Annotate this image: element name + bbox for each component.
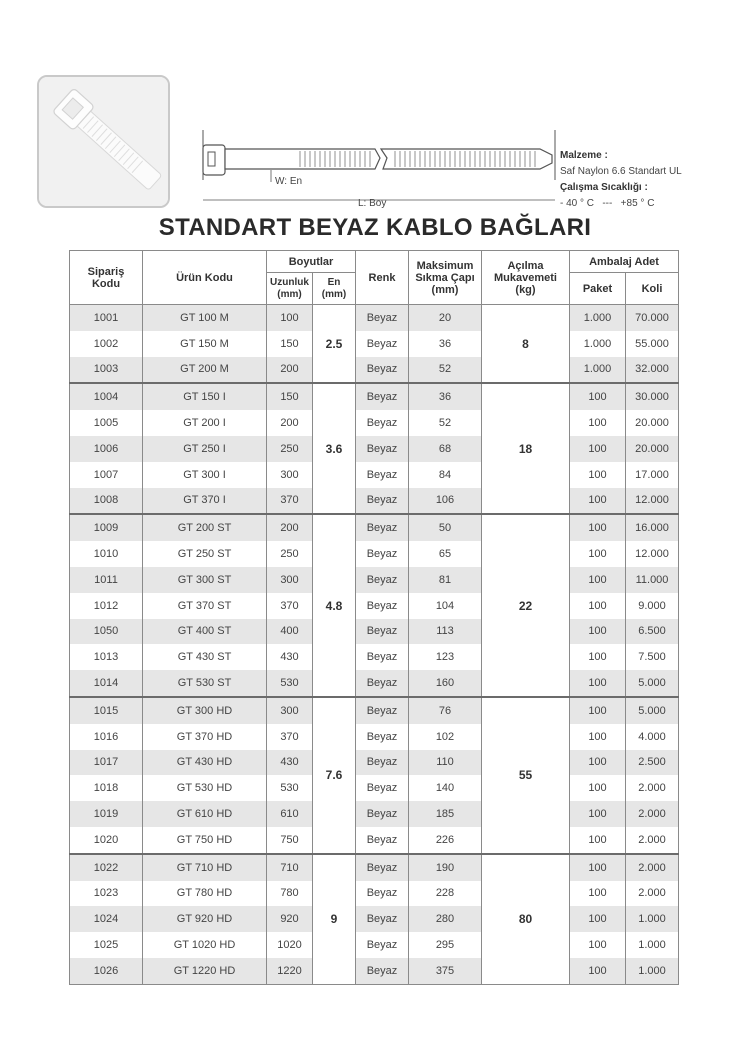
product-code-cell: GT 780 HD	[143, 881, 267, 907]
product-code-cell: GT 300 I	[143, 462, 267, 488]
product-code-cell: GT 1020 HD	[143, 932, 267, 958]
length-cell: 300	[267, 462, 313, 488]
temperature-value: - 40 ° C --- +85 ° C	[560, 198, 655, 209]
length-cell: 150	[267, 331, 313, 357]
product-code-cell: GT 300 ST	[143, 567, 267, 593]
box-cell: 20.000	[626, 410, 679, 436]
order-code-cell: 1013	[70, 644, 143, 670]
max-diameter-cell: 140	[409, 775, 482, 801]
color-cell: Beyaz	[356, 462, 409, 488]
color-cell: Beyaz	[356, 644, 409, 670]
packet-cell: 100	[570, 958, 626, 984]
product-code-cell: GT 370 I	[143, 488, 267, 515]
cable-tie-diagram	[195, 130, 560, 210]
max-diameter-cell: 113	[409, 619, 482, 645]
color-cell: Beyaz	[356, 750, 409, 776]
max-diameter-cell: 123	[409, 644, 482, 670]
max-diameter-cell: 102	[409, 724, 482, 750]
order-code-cell: 1007	[70, 462, 143, 488]
box-cell: 30.000	[626, 383, 679, 410]
product-code-cell: GT 750 HD	[143, 827, 267, 854]
box-cell: 16.000	[626, 514, 679, 541]
width-label: W: En	[275, 176, 303, 187]
product-code-cell: GT 150 M	[143, 331, 267, 357]
box-cell: 1.000	[626, 932, 679, 958]
table-row	[70, 854, 679, 881]
packet-cell: 100	[570, 750, 626, 776]
box-cell: 2.000	[626, 827, 679, 854]
header-max-diameter: Maksimum Sıkma Çapı (mm)	[409, 251, 482, 305]
packet-cell: 100	[570, 881, 626, 907]
length-cell: 750	[267, 827, 313, 854]
max-diameter-cell: 52	[409, 410, 482, 436]
order-code-cell: 1012	[70, 593, 143, 619]
order-code-cell: 1005	[70, 410, 143, 436]
length-cell: 920	[267, 906, 313, 932]
color-cell: Beyaz	[356, 567, 409, 593]
strength-cell: 18	[482, 383, 570, 514]
length-cell: 430	[267, 750, 313, 776]
max-diameter-cell: 36	[409, 383, 482, 410]
order-code-cell: 1008	[70, 488, 143, 515]
table-row	[70, 305, 679, 331]
packet-cell: 100	[570, 514, 626, 541]
order-code-cell: 1010	[70, 541, 143, 567]
header-color: Renk	[356, 251, 409, 305]
box-cell: 32.000	[626, 357, 679, 384]
packet-cell: 1.000	[570, 305, 626, 331]
max-diameter-cell: 52	[409, 357, 482, 384]
color-cell: Beyaz	[356, 801, 409, 827]
max-diameter-cell: 36	[409, 331, 482, 357]
color-cell: Beyaz	[356, 514, 409, 541]
table-row	[70, 331, 679, 357]
color-cell: Beyaz	[356, 932, 409, 958]
packet-cell: 100	[570, 593, 626, 619]
header-packaging: Ambalaj Adet	[570, 251, 679, 273]
packet-cell: 100	[570, 541, 626, 567]
order-code-cell: 1004	[70, 383, 143, 410]
width-cell: 9	[313, 854, 356, 984]
order-code-cell: 1002	[70, 331, 143, 357]
product-code-cell: GT 250 ST	[143, 541, 267, 567]
packet-cell: 100	[570, 932, 626, 958]
packet-cell: 1.000	[570, 331, 626, 357]
color-cell: Beyaz	[356, 410, 409, 436]
table-row	[70, 827, 679, 854]
max-diameter-cell: 68	[409, 436, 482, 462]
table-row	[70, 958, 679, 984]
order-code-cell: 1003	[70, 357, 143, 384]
max-diameter-cell: 20	[409, 305, 482, 331]
color-cell: Beyaz	[356, 331, 409, 357]
color-cell: Beyaz	[356, 775, 409, 801]
box-cell: 2.000	[626, 801, 679, 827]
color-cell: Beyaz	[356, 619, 409, 645]
box-cell: 1.000	[626, 958, 679, 984]
table-body	[70, 305, 679, 985]
max-diameter-cell: 280	[409, 906, 482, 932]
packet-cell: 100	[570, 410, 626, 436]
packet-cell: 100	[570, 462, 626, 488]
order-code-cell: 1025	[70, 932, 143, 958]
max-diameter-cell: 375	[409, 958, 482, 984]
width-cell: 7.6	[313, 697, 356, 854]
packet-cell: 100	[570, 488, 626, 515]
product-code-cell: GT 530 ST	[143, 670, 267, 697]
header-length: Uzunluk (mm)	[267, 273, 313, 305]
product-code-cell: GT 300 HD	[143, 697, 267, 724]
max-diameter-cell: 295	[409, 932, 482, 958]
packet-cell: 100	[570, 724, 626, 750]
packet-cell: 100	[570, 436, 626, 462]
product-code-cell: GT 370 HD	[143, 724, 267, 750]
table-row	[70, 619, 679, 645]
box-cell: 2.500	[626, 750, 679, 776]
product-photo	[37, 75, 170, 208]
max-diameter-cell: 106	[409, 488, 482, 515]
width-cell: 3.6	[313, 383, 356, 514]
color-cell: Beyaz	[356, 906, 409, 932]
length-cell: 150	[267, 383, 313, 410]
header-box: Koli	[626, 273, 679, 305]
box-cell: 12.000	[626, 541, 679, 567]
table-row	[70, 697, 679, 724]
color-cell: Beyaz	[356, 958, 409, 984]
product-code-cell: GT 200 M	[143, 357, 267, 384]
box-cell: 12.000	[626, 488, 679, 515]
length-cell: 200	[267, 357, 313, 384]
packet-cell: 100	[570, 383, 626, 410]
table-row	[70, 724, 679, 750]
max-diameter-cell: 226	[409, 827, 482, 854]
header-product-code: Ürün Kodu	[143, 251, 267, 305]
material-label: Malzeme :	[560, 150, 608, 161]
product-code-cell: GT 1220 HD	[143, 958, 267, 984]
box-cell: 70.000	[626, 305, 679, 331]
length-cell: 1220	[267, 958, 313, 984]
table-row	[70, 436, 679, 462]
order-code-cell: 1050	[70, 619, 143, 645]
length-cell: 1020	[267, 932, 313, 958]
cable-tie-photo-icon	[39, 77, 170, 208]
max-diameter-cell: 185	[409, 801, 482, 827]
product-code-cell: GT 370 ST	[143, 593, 267, 619]
product-code-cell: GT 710 HD	[143, 854, 267, 881]
header-width: En (mm)	[313, 273, 356, 305]
table-row	[70, 567, 679, 593]
table-row	[70, 357, 679, 384]
max-diameter-cell: 104	[409, 593, 482, 619]
max-diameter-cell: 110	[409, 750, 482, 776]
product-code-cell: GT 610 HD	[143, 801, 267, 827]
material-value: Saf Naylon 6.6 Standart UL	[560, 166, 682, 177]
box-cell: 55.000	[626, 331, 679, 357]
order-code-cell: 1017	[70, 750, 143, 776]
product-code-cell: GT 100 M	[143, 305, 267, 331]
header-packet: Paket	[570, 273, 626, 305]
order-code-cell: 1020	[70, 827, 143, 854]
length-cell: 610	[267, 801, 313, 827]
length-cell: 710	[267, 854, 313, 881]
box-cell: 4.000	[626, 724, 679, 750]
color-cell: Beyaz	[356, 541, 409, 567]
max-diameter-cell: 50	[409, 514, 482, 541]
color-cell: Beyaz	[356, 854, 409, 881]
length-cell: 250	[267, 436, 313, 462]
length-cell: 370	[267, 593, 313, 619]
table-row	[70, 750, 679, 776]
width-cell: 2.5	[313, 305, 356, 384]
max-diameter-cell: 228	[409, 881, 482, 907]
color-cell: Beyaz	[356, 357, 409, 384]
table-row	[70, 462, 679, 488]
length-cell: 400	[267, 619, 313, 645]
box-cell: 17.000	[626, 462, 679, 488]
table-row	[70, 670, 679, 697]
box-cell: 5.000	[626, 697, 679, 724]
length-cell: 100	[267, 305, 313, 331]
order-code-cell: 1001	[70, 305, 143, 331]
max-diameter-cell: 76	[409, 697, 482, 724]
color-cell: Beyaz	[356, 697, 409, 724]
box-cell: 9.000	[626, 593, 679, 619]
length-cell: 530	[267, 670, 313, 697]
order-code-cell: 1006	[70, 436, 143, 462]
length-cell: 200	[267, 410, 313, 436]
color-cell: Beyaz	[356, 827, 409, 854]
max-diameter-cell: 160	[409, 670, 482, 697]
length-cell: 300	[267, 567, 313, 593]
max-diameter-cell: 84	[409, 462, 482, 488]
length-cell: 250	[267, 541, 313, 567]
spec-notes	[560, 148, 682, 212]
table-row	[70, 410, 679, 436]
packet-cell: 100	[570, 697, 626, 724]
packet-cell: 100	[570, 619, 626, 645]
color-cell: Beyaz	[356, 305, 409, 331]
box-cell: 20.000	[626, 436, 679, 462]
strength-cell: 22	[482, 514, 570, 697]
packet-cell: 100	[570, 906, 626, 932]
table-row	[70, 541, 679, 567]
color-cell: Beyaz	[356, 881, 409, 907]
table-row	[70, 514, 679, 541]
order-code-cell: 1009	[70, 514, 143, 541]
color-cell: Beyaz	[356, 593, 409, 619]
box-cell: 5.000	[626, 670, 679, 697]
table-row	[70, 383, 679, 410]
box-cell: 1.000	[626, 906, 679, 932]
temperature-label: Çalışma Sıcaklığı :	[560, 182, 648, 193]
strength-cell: 80	[482, 854, 570, 984]
order-code-cell: 1022	[70, 854, 143, 881]
packet-cell: 100	[570, 801, 626, 827]
product-table	[69, 250, 679, 985]
product-code-cell: GT 150 I	[143, 383, 267, 410]
box-cell: 2.000	[626, 854, 679, 881]
table-row	[70, 593, 679, 619]
length-cell: 370	[267, 488, 313, 515]
table-row	[70, 775, 679, 801]
length-cell: 530	[267, 775, 313, 801]
max-diameter-cell: 81	[409, 567, 482, 593]
strength-cell: 8	[482, 305, 570, 384]
product-code-cell: GT 400 ST	[143, 619, 267, 645]
packet-cell: 100	[570, 567, 626, 593]
order-code-cell: 1018	[70, 775, 143, 801]
page-title: STANDART BEYAZ KABLO BAĞLARI	[158, 214, 592, 241]
table-row	[70, 932, 679, 958]
box-cell: 2.000	[626, 881, 679, 907]
table-row	[70, 644, 679, 670]
table-row	[70, 881, 679, 907]
product-code-cell: GT 250 I	[143, 436, 267, 462]
product-code-cell: GT 920 HD	[143, 906, 267, 932]
packet-cell: 100	[570, 775, 626, 801]
order-code-cell: 1023	[70, 881, 143, 907]
color-cell: Beyaz	[356, 724, 409, 750]
width-cell: 4.8	[313, 514, 356, 697]
header-dimensions: Boyutlar	[267, 251, 356, 273]
packet-cell: 1.000	[570, 357, 626, 384]
header-strength: Açılma Mukavemeti (kg)	[482, 251, 570, 305]
color-cell: Beyaz	[356, 670, 409, 697]
order-code-cell: 1015	[70, 697, 143, 724]
length-cell: 300	[267, 697, 313, 724]
product-code-cell: GT 530 HD	[143, 775, 267, 801]
color-cell: Beyaz	[356, 383, 409, 410]
product-code-cell: GT 430 ST	[143, 644, 267, 670]
max-diameter-cell: 65	[409, 541, 482, 567]
length-label: L: Boy	[358, 198, 387, 209]
strength-cell: 55	[482, 697, 570, 854]
packet-cell: 100	[570, 827, 626, 854]
color-cell: Beyaz	[356, 488, 409, 515]
length-cell: 200	[267, 514, 313, 541]
box-cell: 6.500	[626, 619, 679, 645]
product-code-cell: GT 200 I	[143, 410, 267, 436]
length-cell: 430	[267, 644, 313, 670]
box-cell: 11.000	[626, 567, 679, 593]
product-code-cell: GT 430 HD	[143, 750, 267, 776]
order-code-cell: 1011	[70, 567, 143, 593]
packet-cell: 100	[570, 644, 626, 670]
order-code-cell: 1026	[70, 958, 143, 984]
table-row	[70, 801, 679, 827]
order-code-cell: 1024	[70, 906, 143, 932]
table-row	[70, 488, 679, 515]
order-code-cell: 1019	[70, 801, 143, 827]
product-code-cell: GT 200 ST	[143, 514, 267, 541]
packet-cell: 100	[570, 670, 626, 697]
length-cell: 370	[267, 724, 313, 750]
packet-cell: 100	[570, 854, 626, 881]
order-code-cell: 1016	[70, 724, 143, 750]
header-order-code: Sipariş Kodu	[70, 251, 143, 305]
table-row	[70, 906, 679, 932]
color-cell: Beyaz	[356, 436, 409, 462]
max-diameter-cell: 190	[409, 854, 482, 881]
box-cell: 7.500	[626, 644, 679, 670]
box-cell: 2.000	[626, 775, 679, 801]
length-cell: 780	[267, 881, 313, 907]
order-code-cell: 1014	[70, 670, 143, 697]
